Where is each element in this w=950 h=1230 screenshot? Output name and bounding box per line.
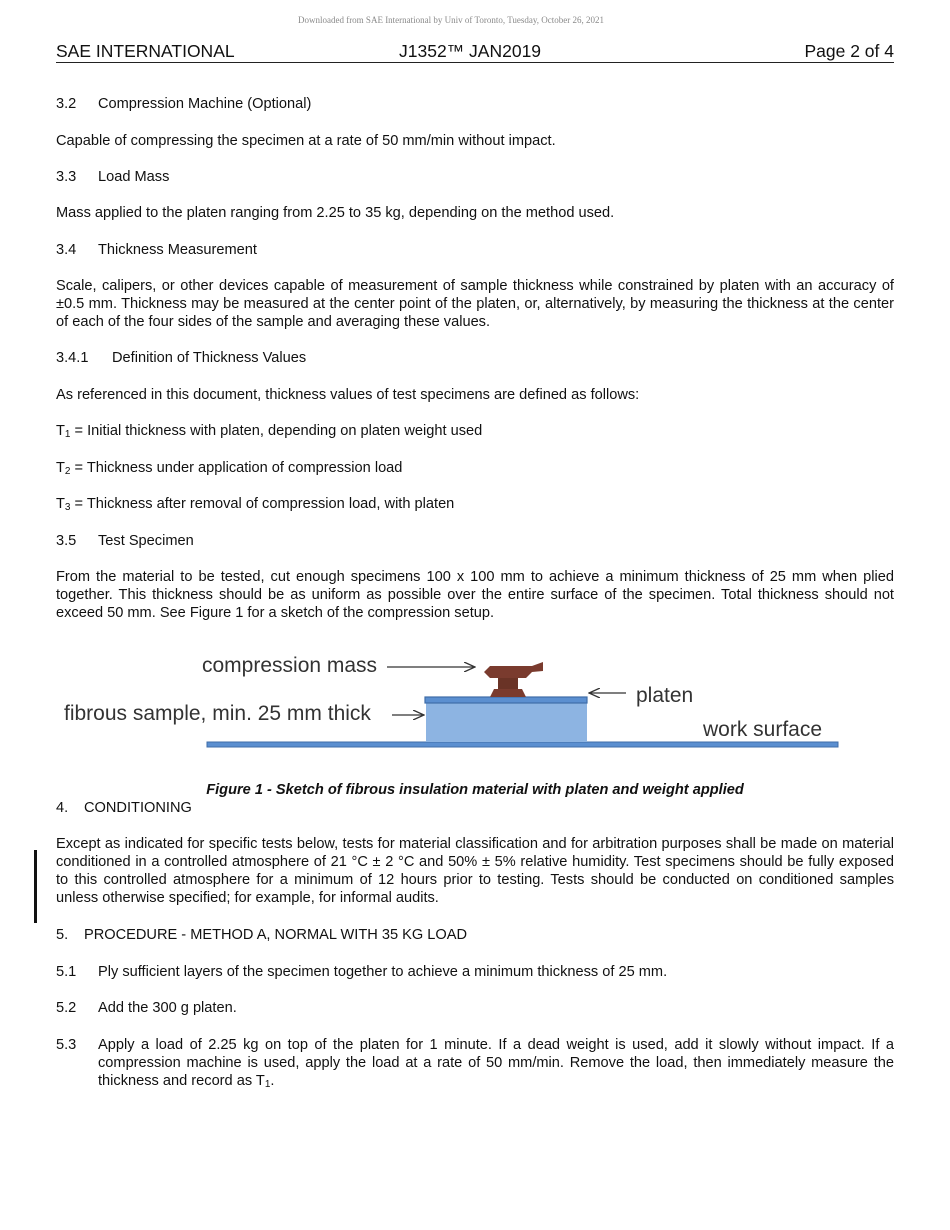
step-text-end: .	[270, 1073, 275, 1089]
subscript: 3	[64, 502, 71, 513]
subscript: 1	[264, 1079, 271, 1090]
revision-change-bar	[34, 850, 37, 923]
header-organization: SAE INTERNATIONAL	[56, 41, 235, 61]
section-3-4-heading	[56, 241, 894, 259]
section-number: 3.5	[56, 533, 77, 549]
section-number: 3.4	[56, 242, 77, 258]
label-platen: platen	[636, 684, 694, 707]
definition-text: = Thickness after removal of compression load, with platen	[70, 496, 455, 512]
section-3-2-text: Capable of compressing the specimen at a rate of 50 mm/min without impact.	[56, 133, 556, 149]
definition-t3	[56, 495, 894, 513]
step-number: 5.1	[56, 964, 77, 980]
section-number: 3.2	[56, 96, 77, 112]
section-3-4-1-intro: As referenced in this document, thickness values of test specimens are defined as follows:	[56, 387, 640, 403]
symbol: T	[56, 423, 65, 439]
figure-1	[56, 650, 894, 755]
section-title: Compression Machine (Optional)	[98, 96, 312, 112]
section-title: PROCEDURE - METHOD A, NORMAL WITH 35 KG LOAD	[84, 927, 467, 943]
step-5-1	[56, 963, 894, 981]
section-number: 4.	[56, 800, 69, 816]
platen	[425, 697, 587, 703]
step-text: Ply sufficient layers of the specimen together to achieve a minimum thickness of 25 mm.	[98, 964, 668, 980]
section-3-4-1-heading	[56, 349, 894, 367]
definition-t2	[56, 459, 894, 477]
section-number: 5.	[56, 927, 69, 943]
header-document-id: J1352™ JAN2019	[399, 41, 542, 61]
step-text-body: Apply a load of 2.25 kg on top of the platen for 1 minute. If a dead weight is used, add it slowly without impact. If a compression machine is used, apply the load at a rate of 50 mm/min. Remove the load, then immediately measure the thickness and record as T	[98, 1037, 894, 1089]
download-watermark: Downloaded from SAE International by Univ of Toronto, Tuesday, October 26, 2021	[297, 15, 605, 25]
section-title: Load Mass	[98, 169, 170, 185]
section-3-2-heading	[56, 95, 894, 113]
definition-text: = Initial thickness with platen, depending on platen weight used	[70, 423, 483, 439]
section-number: 3.3	[56, 169, 77, 185]
label-compression-mass: compression mass	[202, 654, 378, 677]
step-text	[98, 1036, 894, 1090]
step-number: 5.3	[56, 1037, 77, 1053]
section-3-3-heading	[56, 168, 894, 186]
section-3-4-text: Scale, calipers, or other devices capable of measurement of sample thickness while constrained by platen with an accuracy of ±0.5 mm. Thickness may be measured at the center point of the platen, or, alternatively, by measuring the thickness at the center of each of the four sides of the sample and averaging these values.	[56, 278, 894, 330]
step-5-2	[56, 999, 894, 1017]
label-fibrous-sample: fibrous sample, min. 25 mm thick	[64, 702, 371, 725]
section-3-5-text: From the material to be tested, cut enough specimens 100 x 100 mm to achieve a minimum thickness of 25 mm when plied together. This thickness should be as uniform as possible over the entire surface of the specimen. Total thickness should not exceed 50 mm. See Figure 1 for a sketch of the compression setup.	[56, 569, 894, 621]
section-title: Test Specimen	[98, 533, 194, 549]
section-3-3-text: Mass applied to the platen ranging from 2.25 to 35 kg, depending on the method used.	[56, 205, 615, 221]
section-title: CONDITIONING	[84, 800, 192, 816]
section-title: Thickness Measurement	[98, 242, 257, 258]
figure-1-caption: Figure 1 - Sketch of fibrous insulation material with platen and weight applied	[206, 782, 744, 798]
definition-text: = Thickness under application of compression load	[70, 460, 403, 476]
subscript: 1	[64, 429, 71, 440]
step-5-3	[56, 1036, 894, 1090]
section-title: Definition of Thickness Values	[112, 350, 307, 366]
definition-t1	[56, 422, 894, 440]
label-work-surface: work surface	[703, 718, 823, 741]
compression-mass-icon	[484, 662, 543, 697]
work-surface	[207, 742, 838, 747]
step-number: 5.2	[56, 1000, 77, 1016]
document-body	[56, 95, 894, 1090]
step-text: Add the 300 g platen.	[98, 1000, 237, 1016]
symbol: T	[56, 460, 65, 476]
header-page-number: Page 2 of 4	[804, 41, 894, 61]
figure-1-sketch	[0, 650, 950, 755]
section-3-5-heading	[56, 532, 894, 550]
fibrous-sample	[426, 703, 587, 742]
section-number: 3.4.1	[56, 350, 89, 366]
page-header	[56, 41, 894, 63]
section-4-heading	[56, 799, 894, 817]
section-4-text: Except as indicated for specific tests below, tests for material classification and for arbitration purposes shall be made on material conditioned in a controlled atmosphere of 21 °C ± 2 °C and 50% ± 5% relative humidity. Test specimens should be fully exposed to this controlled atmosphere for a minimum of 12 hours prior to testing. Tests should be conducted on conditioned samples unless otherwise specified; for example, for informal audits.	[56, 836, 894, 906]
section-5-heading	[56, 926, 894, 944]
subscript: 2	[64, 466, 71, 477]
symbol: T	[56, 496, 65, 512]
